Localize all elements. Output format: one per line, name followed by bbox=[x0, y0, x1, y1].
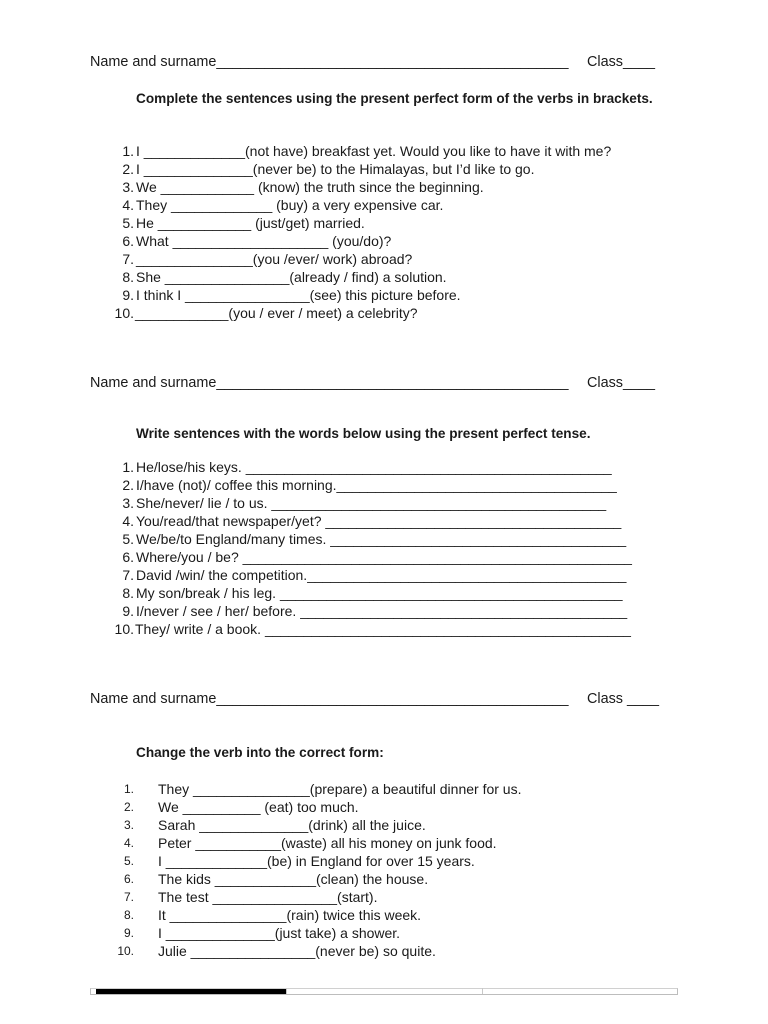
item-number: 1. bbox=[122, 459, 134, 475]
item-number: 5. bbox=[122, 531, 134, 547]
list-item bbox=[112, 834, 672, 852]
item-number: 2. bbox=[122, 161, 134, 177]
item-number: 9. bbox=[123, 926, 134, 940]
list-item bbox=[112, 304, 672, 322]
item-number: 7. bbox=[122, 567, 134, 583]
list-item bbox=[112, 476, 672, 494]
list-item bbox=[112, 548, 672, 566]
item-number: 1. bbox=[122, 143, 134, 159]
list-item bbox=[112, 530, 672, 548]
item-text: ____________(you / ever / meet) a celebrity? bbox=[135, 305, 418, 321]
item-text: _______________(you /ever/ work) abroad? bbox=[136, 251, 413, 267]
document-scrollbar[interactable] bbox=[90, 988, 678, 994]
item-text: I _____________(not have) breakfast yet. Would you like to have it with me? bbox=[136, 143, 612, 159]
list-item bbox=[112, 816, 672, 834]
item-number: 10. bbox=[117, 944, 134, 958]
list-item bbox=[112, 494, 672, 512]
item-number: 10. bbox=[114, 621, 134, 637]
exercise-list-1 bbox=[112, 142, 672, 322]
item-text: I ______________(never be) to the Himalayas, but I’d like to go. bbox=[136, 161, 535, 177]
list-item bbox=[112, 178, 672, 196]
item-text: The test ________________(start). bbox=[158, 889, 378, 905]
list-item bbox=[112, 942, 672, 960]
item-text: She/never/ lie / to us. ___________________________________________ bbox=[136, 495, 607, 511]
list-item bbox=[112, 142, 672, 160]
item-text: I/never / see / her/ before. __________________________________________ bbox=[136, 603, 628, 619]
item-number: 5. bbox=[123, 854, 134, 868]
item-number: 4. bbox=[123, 836, 134, 850]
item-text: We/be/to England/many times. ______________________________________ bbox=[136, 531, 627, 547]
list-item bbox=[112, 286, 672, 304]
list-item bbox=[112, 458, 672, 476]
list-item bbox=[112, 512, 672, 530]
list-item bbox=[112, 196, 672, 214]
name-surname-line-3: Name and surname____________________________________________ bbox=[90, 691, 569, 707]
list-item bbox=[112, 906, 672, 924]
item-number: 7. bbox=[123, 890, 134, 904]
item-text: He ____________ (just/get) married. bbox=[136, 215, 365, 231]
item-number: 4. bbox=[122, 197, 134, 213]
list-item bbox=[112, 160, 672, 178]
list-item bbox=[112, 780, 672, 798]
item-text: She ________________(already / find) a solution. bbox=[136, 269, 447, 285]
class-line-3: Class ____ bbox=[587, 691, 659, 707]
list-item bbox=[112, 852, 672, 870]
name-surname-line-2: Name and surname____________________________________________ bbox=[90, 375, 569, 391]
item-number: 8. bbox=[123, 908, 134, 922]
instruction-2: Write sentences with the words below using the present perfect tense. bbox=[136, 426, 591, 441]
scrollbar-divider bbox=[482, 988, 483, 994]
list-item bbox=[112, 888, 672, 906]
item-text: They/ write / a book. _______________________________________________ bbox=[135, 621, 631, 637]
item-text: The kids _____________(clean) the house. bbox=[158, 871, 429, 887]
item-text: You/read/that newspaper/yet? ______________________________________ bbox=[136, 513, 622, 529]
item-text: I _____________(be) in England for over 15 years. bbox=[158, 853, 475, 869]
item-number: 8. bbox=[122, 585, 134, 601]
item-text: I ______________(just take) a shower. bbox=[158, 925, 401, 941]
item-number: 8. bbox=[122, 269, 134, 285]
item-number: 7. bbox=[122, 251, 134, 267]
item-text: We ____________ (know) the truth since the beginning. bbox=[136, 179, 484, 195]
item-text: They _______________(prepare) a beautiful dinner for us. bbox=[158, 781, 522, 797]
item-text: I/have (not)/ coffee this morning.____________________________________ bbox=[136, 477, 617, 493]
scrollbar-divider bbox=[286, 988, 287, 994]
item-number: 4. bbox=[122, 513, 134, 529]
item-text: David /win/ the competition._________________________________________ bbox=[136, 567, 627, 583]
list-item bbox=[112, 870, 672, 888]
item-text: Where/you / be? __________________________________________________ bbox=[136, 549, 632, 565]
list-item bbox=[112, 250, 672, 268]
list-item bbox=[112, 924, 672, 942]
item-number: 5. bbox=[122, 215, 134, 231]
list-item bbox=[112, 232, 672, 250]
item-text: It _______________(rain) twice this week. bbox=[158, 907, 422, 923]
item-text: I think I ________________(see) this picture before. bbox=[136, 287, 461, 303]
exercise-list-2 bbox=[112, 458, 672, 638]
item-number: 6. bbox=[123, 872, 134, 886]
exercise-list-3 bbox=[112, 780, 672, 960]
list-item bbox=[112, 620, 672, 638]
item-text: My son/break / his leg. ____________________________________________ bbox=[136, 585, 623, 601]
item-number: 10. bbox=[114, 305, 134, 321]
item-text: Peter ___________(waste) all his money on junk food. bbox=[158, 835, 497, 851]
class-line-2: Class____ bbox=[587, 375, 655, 391]
list-item bbox=[112, 584, 672, 602]
item-number: 2. bbox=[122, 477, 134, 493]
list-item bbox=[112, 268, 672, 286]
item-text: What ____________________ (you/do)? bbox=[136, 233, 392, 249]
item-number: 3. bbox=[122, 495, 134, 511]
item-text: We __________ (eat) too much. bbox=[158, 799, 359, 815]
item-number: 6. bbox=[122, 233, 134, 249]
item-number: 9. bbox=[122, 603, 134, 619]
class-line-1: Class____ bbox=[587, 54, 655, 70]
item-text: Julie ________________(never be) so quite. bbox=[158, 943, 436, 959]
item-text: He/lose/his keys. _______________________________________________ bbox=[136, 459, 612, 475]
item-number: 1. bbox=[123, 782, 134, 796]
name-surname-line-1: Name and surname____________________________________________ bbox=[90, 54, 569, 70]
item-number: 6. bbox=[122, 549, 134, 565]
list-item bbox=[112, 214, 672, 232]
list-item bbox=[112, 602, 672, 620]
item-number: 3. bbox=[122, 179, 134, 195]
item-number: 2. bbox=[123, 800, 134, 814]
list-item bbox=[112, 798, 672, 816]
item-number: 9. bbox=[122, 287, 134, 303]
item-text: Sarah ______________(drink) all the juice. bbox=[158, 817, 426, 833]
instruction-3: Change the verb into the correct form: bbox=[136, 745, 384, 760]
instruction-1: Complete the sentences using the present perfect form of the verbs in brackets. bbox=[136, 91, 653, 106]
list-item bbox=[112, 566, 672, 584]
item-number: 3. bbox=[123, 818, 134, 832]
item-text: They _____________ (buy) a very expensive car. bbox=[136, 197, 444, 213]
scrollbar-thumb[interactable] bbox=[96, 989, 286, 994]
